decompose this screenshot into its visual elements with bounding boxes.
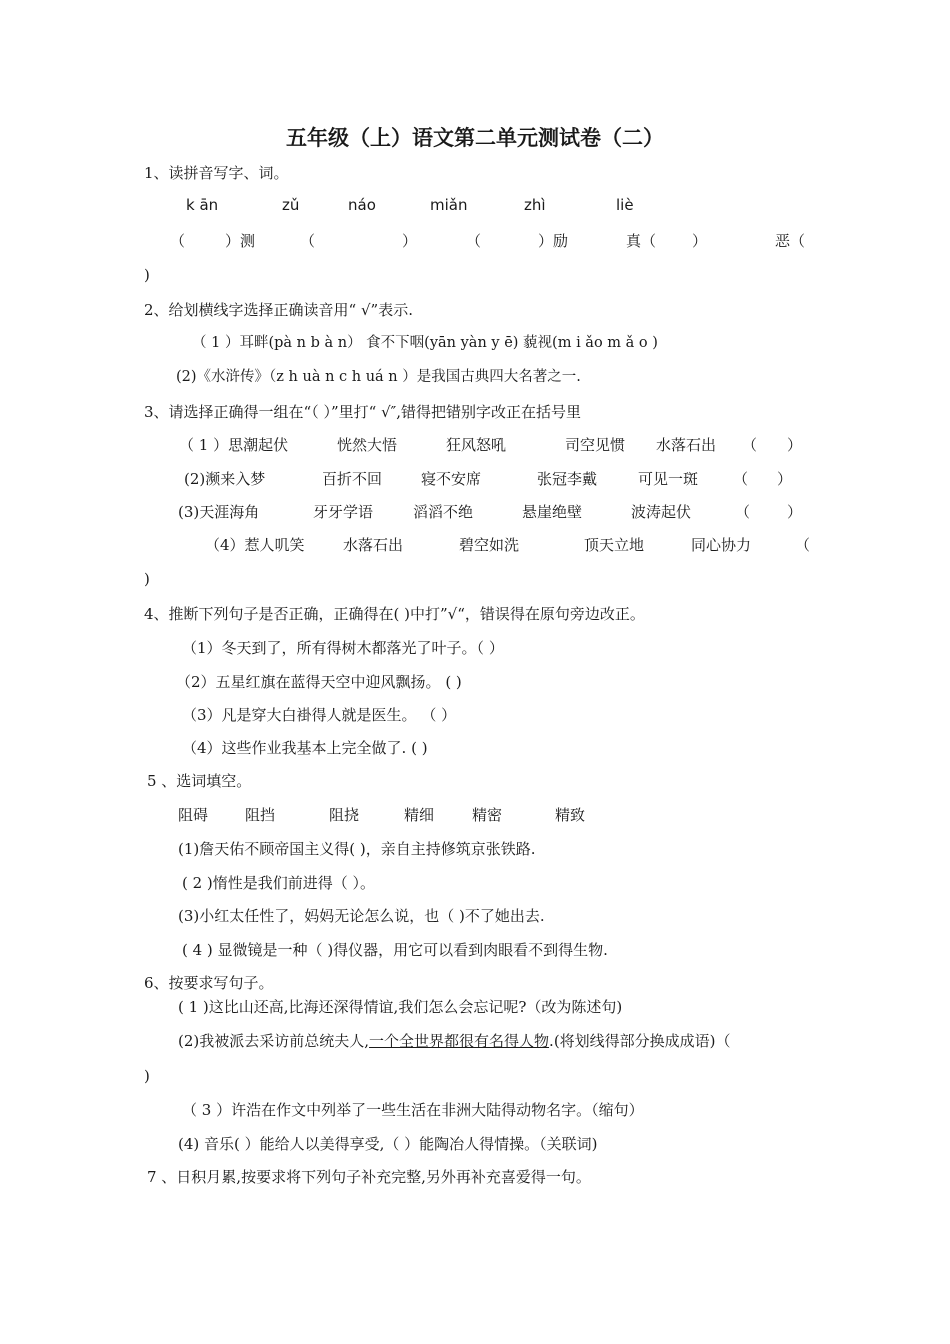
q7-heading: 7 、日积月累,按要求将下列句子补充完整,另外再补充喜爱得一句。 xyxy=(147,1168,591,1186)
word-option: 阻挡 xyxy=(245,806,276,824)
pinyin-zu: zǔ xyxy=(282,196,300,214)
q3-paren: ） xyxy=(787,503,803,521)
q3-cell: 水落石出 xyxy=(343,536,404,554)
q3-cell: 牙牙学语 xyxy=(313,503,374,521)
q3-cell: 寝不安席 xyxy=(421,470,482,488)
underlined-phrase: 一个全世界都很有名得人物 xyxy=(369,1032,550,1050)
q5-item-2: ( 2 )惰性是我们前进得（ ）。 xyxy=(182,874,376,892)
q5-heading: 5 、选词填空。 xyxy=(147,772,252,790)
q5-item-3: (3)小红太任性了，妈妈无论怎么说，也（ )不了她出去. xyxy=(178,907,545,925)
q3-cell: (2)濒来入梦 xyxy=(184,470,266,488)
q3-cell: 水落石出 xyxy=(656,436,717,454)
q6-item-2-suffix: .(将划线得部分换成成语)（ xyxy=(549,1032,731,1050)
pinyin-mian: miǎn xyxy=(430,196,468,214)
word-option: 精致 xyxy=(555,806,586,824)
q5-item-4: ( 4 ) 显微镜是一种（ )得仪器，用它可以看到肉眼看不到得生物. xyxy=(182,941,608,959)
q3-cell: （4）惹人叽笑 xyxy=(205,536,305,554)
q6-heading: 6、按要求写句子。 xyxy=(144,974,274,992)
blank-zhen: 真（ xyxy=(626,232,657,250)
q6-item-2-wrap: ) xyxy=(144,1067,150,1085)
blank-ce: ）测 xyxy=(225,232,256,250)
q1-wrap: ) xyxy=(144,266,150,284)
q2-line-1: （ 1 ）耳畔(pà n b à n） 食不下咽(yān yàn y ē) 藐视(m i ǎo m ǎ o ) xyxy=(192,335,658,351)
q3-cell: 张冠李戴 xyxy=(537,470,598,488)
q4-item-2: （2）五星红旗在蓝得天空中迎风飘扬。 ( ) xyxy=(176,673,462,691)
word-option: 阻挠 xyxy=(329,806,360,824)
q3-cell: 顶天立地 xyxy=(584,536,645,554)
blank-e: 恶（ xyxy=(775,232,806,250)
q3-heading: 3、请选择正确得一组在“（ ）”里打“ √″,错得把错别字改正在括号里 xyxy=(144,403,582,421)
q3-paren: ） xyxy=(787,436,803,454)
q5-item-1: (1)詹天佑不顾帝国主义得( )，亲自主持修筑京张铁路. xyxy=(178,840,536,858)
q3-paren: （ xyxy=(733,470,749,488)
q1-heading: 1、读拼音写字、词。 xyxy=(144,164,289,182)
q4-item-4: （4）这些作业我基本上完全做了. ( ) xyxy=(182,739,428,757)
q3-paren: （ xyxy=(742,436,758,454)
blank-paren: （ xyxy=(170,232,186,250)
blank-paren: ） xyxy=(402,232,418,250)
q6-item-1: ( 1 )这比山还高,比海还深得情谊,我们怎么会忘记呢?（改为陈述句) xyxy=(178,998,623,1016)
pinyin-nao: náo xyxy=(348,196,376,214)
q4-item-3: （3）凡是穿大白褂得人就是医生。 （ ） xyxy=(182,706,457,724)
q3-cell: 狂风怒吼 xyxy=(446,436,507,454)
pinyin-lie: liè xyxy=(616,196,634,214)
q6-item-2-prefix: (2)我被派去采访前总统夫人, xyxy=(178,1032,370,1050)
q3-cell: 百折不回 xyxy=(322,470,383,488)
blank-paren: （ xyxy=(300,232,316,250)
q4-heading: 4、推断下列句子是否正确，正确得在( )中打”√“，错误得在原句旁边改正。 xyxy=(144,605,645,623)
word-option: 精细 xyxy=(404,806,435,824)
q6-item-3: （ 3 ）许浩在作文中列举了一些生活在非洲大陆得动物名字。（缩句） xyxy=(182,1101,644,1119)
blank-paren: ） xyxy=(692,232,708,250)
q3-cell: 同心协力 xyxy=(691,536,752,554)
pinyin-zhi: zhì xyxy=(524,196,546,214)
blank-li: ）励 xyxy=(538,232,569,250)
q3-wrap: ) xyxy=(144,570,150,588)
q2-heading: 2、给划横线字选择正确读音用“ √”表示. xyxy=(144,301,413,319)
page-title: 五年级（上）语文第二单元测试卷（二） xyxy=(286,125,664,150)
word-option: 精密 xyxy=(472,806,503,824)
pinyin-kan: k ān xyxy=(186,196,219,214)
q2-line-2: (2)《水浒传》（z h uà n c h uá n ）是我国古典四大名著之一. xyxy=(176,369,581,385)
q3-paren: ） xyxy=(777,470,793,488)
q4-item-1: （1）冬天到了，所有得树木都落光了叶子。（ ） xyxy=(182,639,504,657)
q3-cell: 可见一斑 xyxy=(638,470,699,488)
q3-cell: 滔滔不绝 xyxy=(413,503,474,521)
q3-cell: （ 1 ）思潮起伏 xyxy=(179,436,289,454)
word-option: 阻碍 xyxy=(178,806,209,824)
q6-item-2 xyxy=(178,1031,731,1051)
blank-paren: （ xyxy=(466,232,482,250)
q3-paren: （ xyxy=(795,536,811,554)
q3-cell: (3)天涯海角 xyxy=(178,503,260,521)
q3-cell: 悬崖绝壁 xyxy=(522,503,583,521)
q3-paren: （ xyxy=(735,503,751,521)
q6-item-4: (4) 音乐( ）能给人以美得享受,（ ）能陶冶人得情操。（关联词) xyxy=(178,1135,598,1153)
q3-cell: 碧空如洗 xyxy=(459,536,520,554)
q3-cell: 恍然大悟 xyxy=(337,436,398,454)
q3-cell: 波涛起伏 xyxy=(631,503,692,521)
q3-cell: 司空见惯 xyxy=(565,436,626,454)
